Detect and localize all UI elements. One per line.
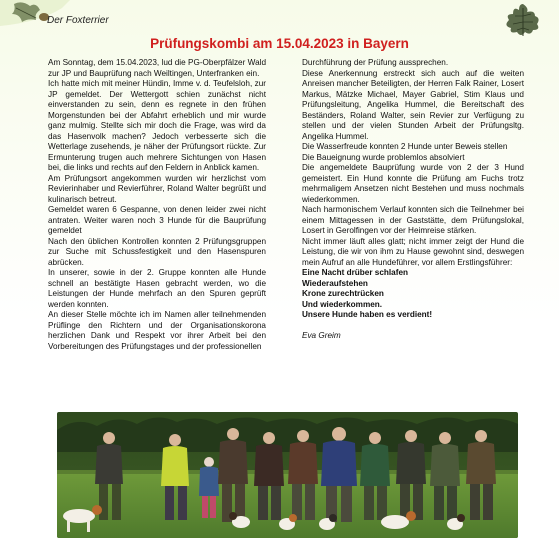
paragraph: Ich hatte mich mit meiner Hündin, Imme v. d. Teufelsloh, zur JP gemeldet. Der Wettergott schien zunächst nicht einverstanden zu sein, denn es regnete in den frühen Morgenstunden bei der Abfahrt erheblich und mir wurde ganz mulmig. Stellte sich mir doch die Frage, was wird da das Hasenvolk machen? Jedoch verbesserte sich die Wetterlage zusehends, je näher der Prüfungsort rückte. Zur Ermunterung trugen auch mehrere Sichtungen von Hasen bei, die links und rechts auf den Feldern in Anblick kamen. xyxy=(48,79,266,172)
motto-line: Und wiederkommen. xyxy=(302,299,383,309)
motto-line: Unsere Hunde haben es verdient! xyxy=(302,310,433,319)
oak-leaf-icon xyxy=(501,2,545,40)
motto-line: Eine Nacht drüber schlafen xyxy=(302,268,409,277)
paragraph: Die angemeldete Bauprüfung wurde von 2 der 3 Hund gemeistert. Ein Hund konnte die Prüfung am Fuchs trotz mehrmaligem Ansetzen nicht Bestehen und muss nochmals wiederkommen. xyxy=(302,163,524,204)
paragraph: In unserer, sowie in der 2. Gruppe konnten alle Hunde schnell an bestätigte Hasen gebracht werden, wo die Leistungen der Hunde mehrfach an den Spuren geprüft werden konnten. xyxy=(48,268,266,309)
article-column-left xyxy=(48,58,266,410)
paragraph: Die Wasserfreude konnten 2 Hunde unter Beweis stellen xyxy=(302,142,508,151)
paragraph: Nicht immer läuft alles glatt; nicht immer zeigt der Hund die Leistung, die wir von ihm zu Hause gewohnt sind, deswegen mein Aufruf an alle Hundeführer, vor allem Erstlingsführer: xyxy=(302,236,524,267)
paragraph: Gemeldet waren 6 Gespanne, von denen leider zwei nicht antraten. Weiter waren noch 3 Hunde für die Bauprüfung gemeldet xyxy=(48,205,266,235)
motto-line: Krone zurechtrücken xyxy=(302,289,384,298)
paragraph: Am Sonntag, dem 15.04.2023, lud die PG-Oberpfälzer Wald zur JP und Bauprüfung nach Weiltingen, Unterfranken ein. xyxy=(48,58,266,78)
paragraph: Durchführung der Prüfung aussprechen. xyxy=(302,58,449,67)
paragraph: Am Prüfungsort angekommen wurden wir herzlichst vom Revierinhaber und Revierführer, Roland Walter begrüßt und kulinarisch betreut. xyxy=(48,173,266,204)
section-label: Der Foxterrier xyxy=(47,15,109,26)
paragraph: Nach harmonischem Verlauf konnten sich die Teilnehmer bei einem Mittagessen in der Gaststätte, dem Prüfungslokal, Losert in Gerolfingen vor der Heimreise stärken. xyxy=(302,205,524,235)
paragraph: Die Baueignung wurde problemlos absolviert xyxy=(302,152,465,162)
author-name: Eva Greim xyxy=(302,331,341,340)
group-photo xyxy=(57,412,518,538)
paragraph: Diese Anerkennung erstreckt sich auch auf die weiten Anreisen mancher Beteiligten, der Herren Falk Rainer, Losert Markus, Mätzke Michael, Mayer Gabriel, Stim Klaus und Prüfungsleitung, Angelika Hummel, die Bereitschaft des Beständers, Roland Walter, sein Revier zur Verfügung zu stellen und der vielen Stunden Arbeit der Prüfungsltg. Angelika Hummel. xyxy=(302,68,524,141)
article-column-right xyxy=(302,58,524,342)
article-title: Prüfungskombi am 15.04.2023 in Bayern xyxy=(150,36,409,51)
paragraph: Nach den üblichen Kontrollen konnten 2 Prüfungsgruppen zur Suche mit Schussfestigkeit und den Hasenspuren abrücken. xyxy=(48,236,266,267)
paragraph: An dieser Stelle möchte ich im Namen aller teilnehmenden Prüflinge den Richtern und der Organisationskorona herzlichen Dank und Respekt vor ihrer Arbeit bei den Vorbereitungen des Prüfungstages und der professionellen xyxy=(48,310,266,351)
motto-line: Wiederaufstehen xyxy=(302,278,368,288)
